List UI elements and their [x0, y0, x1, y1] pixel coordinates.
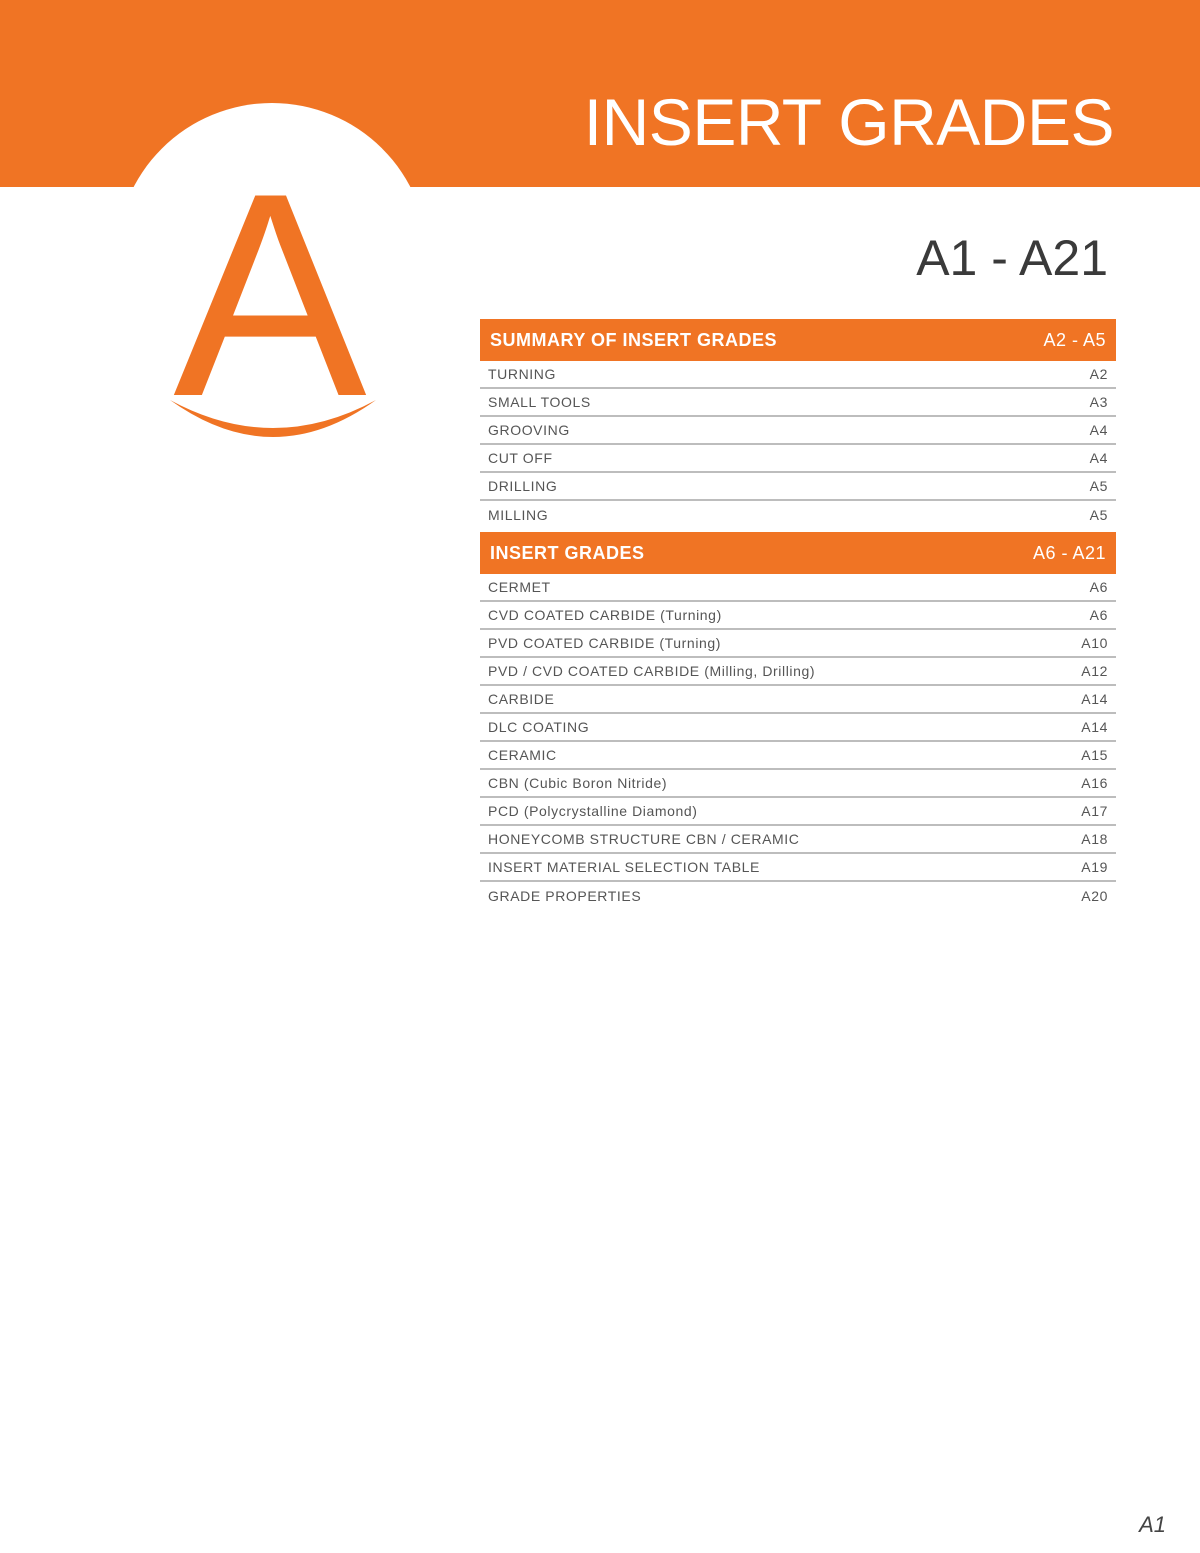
table-of-contents — [480, 319, 1116, 910]
toc-item[interactable] — [480, 630, 1116, 658]
toc-item[interactable] — [480, 473, 1116, 501]
toc-section-range: A6 - A21 — [1032, 542, 1106, 563]
toc-item[interactable] — [480, 742, 1116, 770]
toc-item-label: PCD (Polycrystalline Diamond) — [488, 803, 698, 819]
toc-section-insert-grades — [480, 532, 1116, 910]
toc-item-label: SMALL TOOLS — [488, 394, 591, 410]
toc-item-label: CUT OFF — [488, 450, 553, 466]
toc-section-header[interactable] — [480, 319, 1116, 361]
toc-item-page: A20 — [1081, 888, 1108, 904]
toc-section-title: INSERT GRADES — [490, 542, 645, 563]
toc-item-page: A3 — [1089, 394, 1108, 410]
toc-item-label: CARBIDE — [488, 691, 555, 707]
toc-item-page: A14 — [1081, 719, 1108, 735]
toc-item-label: DRILLING — [488, 478, 558, 494]
toc-section-title: SUMMARY OF INSERT GRADES — [490, 329, 778, 350]
toc-section-range: A2 - A5 — [1043, 329, 1106, 350]
toc-item-label: CERAMIC — [488, 747, 557, 763]
toc-item-page: A6 — [1089, 607, 1108, 623]
toc-item[interactable] — [480, 658, 1116, 686]
toc-item[interactable] — [480, 501, 1116, 529]
toc-item-page: A4 — [1089, 450, 1108, 466]
section-letter: A — [173, 133, 367, 457]
toc-item[interactable] — [480, 770, 1116, 798]
toc-item-label: CBN (Cubic Boron Nitride) — [488, 775, 668, 791]
toc-item-page: A10 — [1081, 635, 1108, 651]
toc-item-page: A6 — [1089, 579, 1108, 595]
toc-item-page: A16 — [1081, 775, 1108, 791]
badge-swoosh-icon — [168, 396, 378, 452]
toc-item[interactable] — [480, 686, 1116, 714]
toc-item-label: CVD COATED CARBIDE (Turning) — [488, 607, 722, 623]
toc-item[interactable] — [480, 574, 1116, 602]
toc-section-summary — [480, 319, 1116, 529]
toc-item[interactable] — [480, 826, 1116, 854]
toc-item[interactable] — [480, 798, 1116, 826]
toc-item[interactable] — [480, 445, 1116, 473]
toc-item-label: MILLING — [488, 507, 549, 523]
toc-item[interactable] — [480, 361, 1116, 389]
toc-item[interactable] — [480, 854, 1116, 882]
toc-item-label: CERMET — [488, 579, 551, 595]
toc-item-page: A4 — [1089, 422, 1108, 438]
toc-item-page: A14 — [1081, 691, 1108, 707]
toc-item-page: A2 — [1089, 366, 1108, 382]
toc-item-page: A18 — [1081, 831, 1108, 847]
toc-item-label: INSERT MATERIAL SELECTION TABLE — [488, 859, 760, 875]
toc-item-label: DLC COATING — [488, 719, 590, 735]
toc-item-page: A15 — [1081, 747, 1108, 763]
toc-item-label: TURNING — [488, 366, 556, 382]
page-title: INSERT GRADES — [583, 85, 1114, 159]
toc-item[interactable] — [480, 882, 1116, 910]
toc-item-page: A17 — [1081, 803, 1108, 819]
toc-item[interactable] — [480, 602, 1116, 630]
toc-item-label: PVD COATED CARBIDE (Turning) — [488, 635, 722, 651]
toc-section-header[interactable] — [480, 532, 1116, 574]
page-number: A1 — [1139, 1512, 1166, 1537]
toc-item-page: A5 — [1089, 507, 1108, 523]
toc-item[interactable] — [480, 417, 1116, 445]
toc-item-label: GRADE PROPERTIES — [488, 888, 642, 904]
toc-item-label: HONEYCOMB STRUCTURE CBN / CERAMIC — [488, 831, 800, 847]
toc-item-label: PVD / CVD COATED CARBIDE (Milling, Drilling) — [488, 663, 816, 679]
toc-item-label: GROOVING — [488, 422, 570, 438]
toc-item-page: A5 — [1089, 478, 1108, 494]
toc-item[interactable] — [480, 389, 1116, 417]
toc-item[interactable] — [480, 714, 1116, 742]
toc-item-page: A19 — [1081, 859, 1108, 875]
page-range: A1 - A21 — [916, 230, 1108, 286]
toc-item-page: A12 — [1081, 663, 1108, 679]
